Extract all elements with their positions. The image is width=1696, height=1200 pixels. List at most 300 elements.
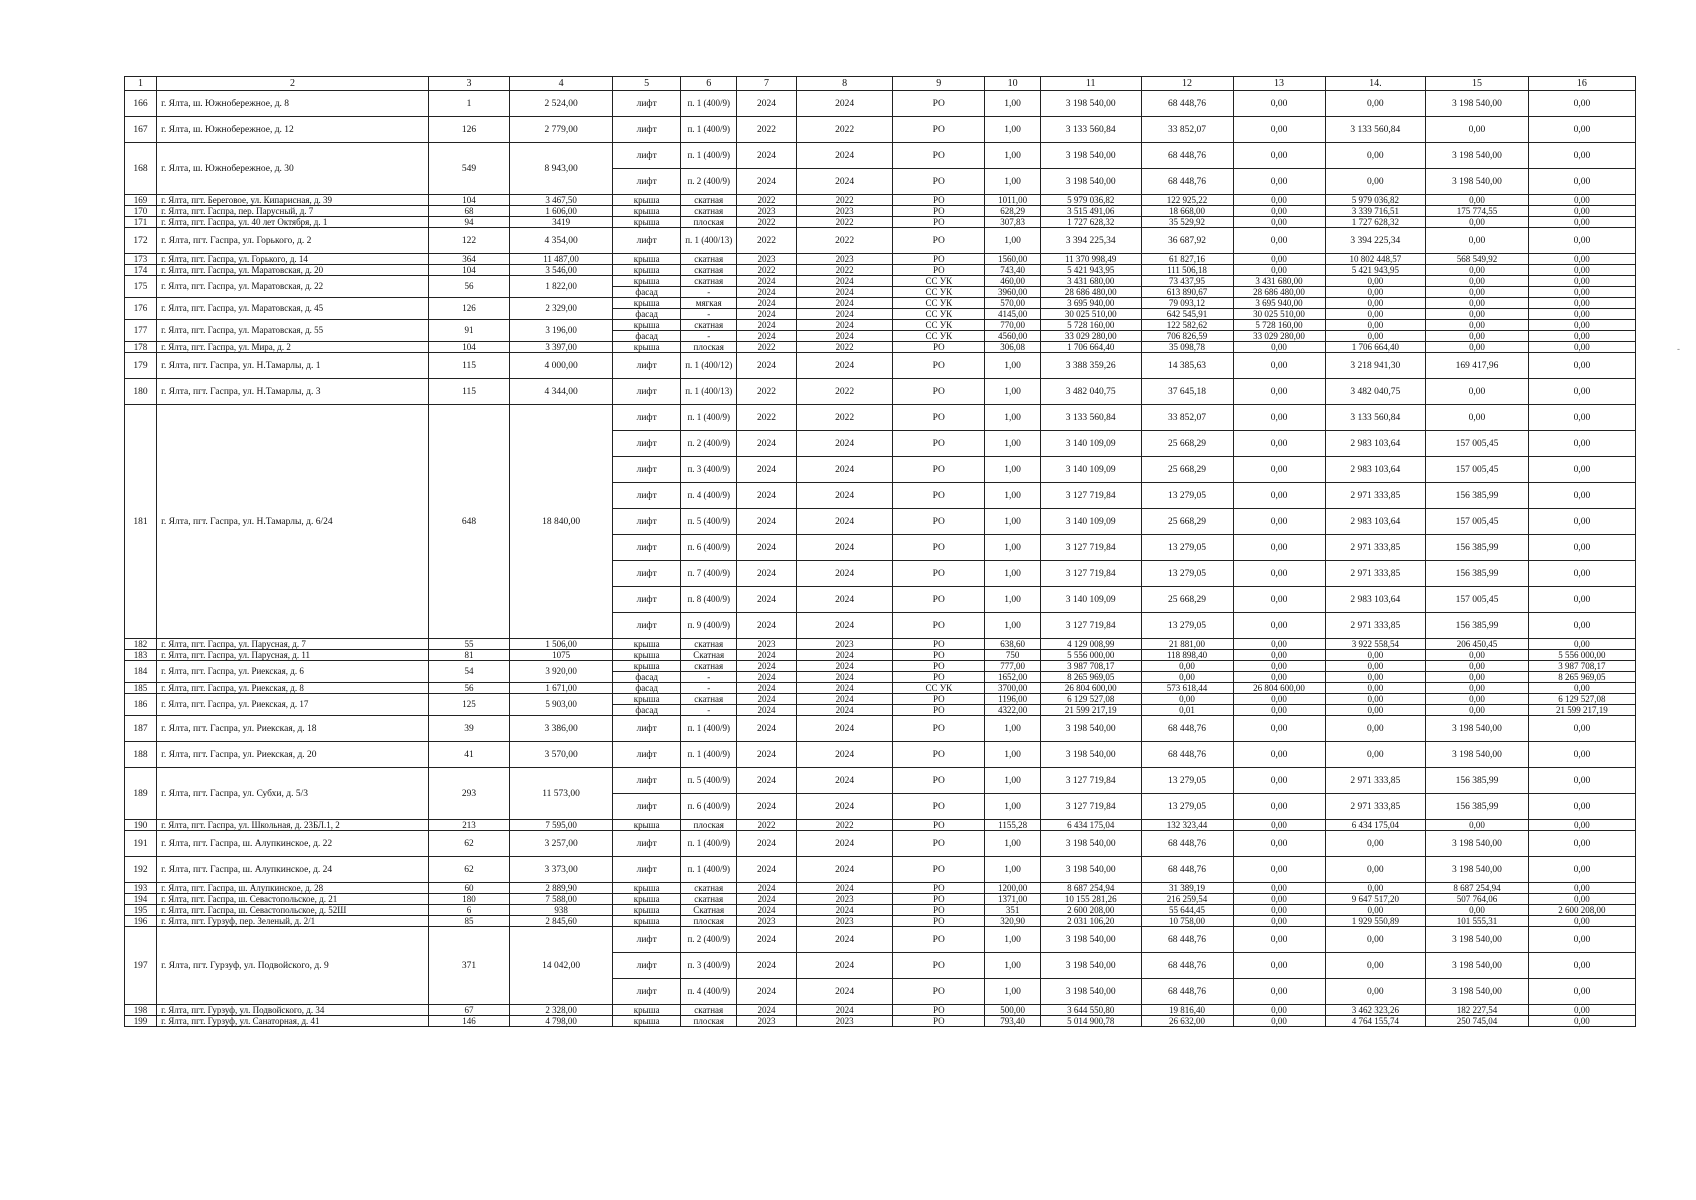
table-cell: 2024 bbox=[796, 91, 892, 117]
table-cell: 8 687 254,94 bbox=[1040, 883, 1141, 894]
table-cell: 2022 bbox=[796, 265, 892, 276]
table-cell: 777,00 bbox=[985, 661, 1041, 672]
table-cell: 125 bbox=[428, 694, 509, 716]
table-cell: 25 668,29 bbox=[1141, 457, 1233, 483]
table-cell: 25 668,29 bbox=[1141, 509, 1233, 535]
table-cell: 0,00 bbox=[1233, 979, 1325, 1005]
table-cell: лифт bbox=[612, 768, 680, 794]
table-cell: скатная bbox=[681, 320, 737, 331]
table-cell: 0,00 bbox=[1426, 331, 1529, 342]
table-cell: 0,00 bbox=[1233, 228, 1325, 254]
table-row bbox=[125, 820, 1636, 831]
table-cell: РО bbox=[893, 716, 985, 742]
table-cell: 1 bbox=[428, 91, 509, 117]
table-cell: 628,29 bbox=[985, 206, 1041, 217]
table-cell: РО bbox=[893, 613, 985, 639]
address-cell: г. Ялта, пгт. Гурзуф, ул. Подвойского, д. 9 bbox=[157, 927, 429, 1005]
table-cell: 0,00 bbox=[1528, 831, 1635, 857]
table-cell: 0,00 bbox=[1426, 320, 1529, 331]
table-cell: РО bbox=[893, 509, 985, 535]
table-cell: РО bbox=[893, 694, 985, 705]
table-cell: 1200,00 bbox=[985, 883, 1041, 894]
table-cell: РО bbox=[893, 91, 985, 117]
table-cell: 2024 bbox=[737, 705, 797, 716]
table-cell: РО bbox=[893, 535, 985, 561]
table-cell: 55 bbox=[428, 639, 509, 650]
table-cell: 175 774,55 bbox=[1426, 206, 1529, 217]
table-cell: РО bbox=[893, 206, 985, 217]
address-cell: г. Ялта, пгт. Гаспра, ул. Маратовская, д. 22 bbox=[157, 276, 429, 298]
table-cell: 2024 bbox=[796, 353, 892, 379]
table-cell: 0,00 bbox=[1233, 217, 1325, 228]
table-cell: крыша bbox=[612, 916, 680, 927]
table-cell: 170 bbox=[125, 206, 157, 217]
table-cell: 5 903,00 bbox=[510, 694, 613, 716]
address-cell: г. Ялта, пгт. Гурзуф, пер. Зеленый, д. 2/1 bbox=[157, 916, 429, 927]
table-cell: 0,00 bbox=[1426, 342, 1529, 353]
table-cell: 2024 bbox=[796, 509, 892, 535]
table-cell: - bbox=[681, 331, 737, 342]
table-cell: 0,00 bbox=[1233, 1016, 1325, 1027]
table-cell: 4145,00 bbox=[985, 309, 1041, 320]
table-cell: 3 373,00 bbox=[510, 857, 613, 883]
table-cell: РО bbox=[893, 979, 985, 1005]
table-cell: 1 929 550,89 bbox=[1325, 916, 1426, 927]
table-cell: 2024 bbox=[796, 431, 892, 457]
table-cell: п. 1 (400/9) bbox=[681, 716, 737, 742]
table-cell: 2024 bbox=[796, 287, 892, 298]
table-cell: 2024 bbox=[737, 613, 797, 639]
table-cell: 118 898,40 bbox=[1141, 650, 1233, 661]
table-cell: СС УК bbox=[893, 298, 985, 309]
table-cell: крыша bbox=[612, 894, 680, 905]
table-cell: 2024 bbox=[796, 457, 892, 483]
table-cell: 146 bbox=[428, 1016, 509, 1027]
table-row bbox=[125, 143, 1636, 169]
table-cell: 2024 bbox=[737, 650, 797, 661]
table-cell: 68 448,76 bbox=[1141, 716, 1233, 742]
table-cell: 168 bbox=[125, 143, 157, 195]
table-cell: 2024 bbox=[737, 91, 797, 117]
table-cell: скатная bbox=[681, 883, 737, 894]
table-cell: 3 198 540,00 bbox=[1426, 927, 1529, 953]
table-cell: РО bbox=[893, 639, 985, 650]
table-cell: фасад bbox=[612, 683, 680, 694]
address-cell: г. Ялта, пгт. Гаспра, ул. Субхи, д. 5/3 bbox=[157, 768, 429, 820]
table-cell: 169 417,96 bbox=[1426, 353, 1529, 379]
table-cell: 188 bbox=[125, 742, 157, 768]
table-cell: 1011,00 bbox=[985, 195, 1041, 206]
table-cell: 0,00 bbox=[1325, 287, 1426, 298]
table-cell: 2024 bbox=[737, 353, 797, 379]
table-cell: 2024 bbox=[737, 457, 797, 483]
table-cell: 0,00 bbox=[1528, 331, 1635, 342]
table-cell: 2023 bbox=[796, 1016, 892, 1027]
table-cell: 30 025 510,00 bbox=[1040, 309, 1141, 320]
table-cell: 549 bbox=[428, 143, 509, 195]
table-cell: 68 448,76 bbox=[1141, 831, 1233, 857]
table-cell: 0,00 bbox=[1426, 287, 1529, 298]
table-cell: 213 bbox=[428, 820, 509, 831]
table-cell: 184 bbox=[125, 661, 157, 683]
table-cell: 2024 bbox=[796, 276, 892, 287]
table-cell: 3 482 040,75 bbox=[1040, 379, 1141, 405]
table-cell: 0,00 bbox=[1528, 379, 1635, 405]
table-cell: 0,00 bbox=[1233, 953, 1325, 979]
table-cell: 0,00 bbox=[1233, 672, 1325, 683]
table-row bbox=[125, 353, 1636, 379]
table-cell: 0,00 bbox=[1528, 587, 1635, 613]
table-cell: 0,00 bbox=[1528, 287, 1635, 298]
table-cell: РО bbox=[893, 794, 985, 820]
address-cell: г. Ялта, пгт. Гурзуф, ул. Подвойского, д. 34 bbox=[157, 1005, 429, 1016]
table-cell: скатная bbox=[681, 661, 737, 672]
table-cell: 2024 bbox=[796, 883, 892, 894]
table-row bbox=[125, 342, 1636, 353]
table-cell: 35 098,78 bbox=[1141, 342, 1233, 353]
table-cell: 3 198 540,00 bbox=[1040, 857, 1141, 883]
table-cell: - bbox=[681, 672, 737, 683]
table-cell: 0,00 bbox=[1528, 353, 1635, 379]
table-cell: РО bbox=[893, 857, 985, 883]
table-cell: 0,00 bbox=[1528, 1016, 1635, 1027]
table-cell: 8 265 969,05 bbox=[1528, 672, 1635, 683]
table-cell: 56 bbox=[428, 683, 509, 694]
table-cell: 2024 bbox=[737, 894, 797, 905]
table-cell: 2024 bbox=[796, 613, 892, 639]
table-cell: 3 198 540,00 bbox=[1040, 169, 1141, 195]
table-row bbox=[125, 831, 1636, 857]
table-cell: 307,83 bbox=[985, 217, 1041, 228]
table-cell: 1 606,00 bbox=[510, 206, 613, 217]
table-cell: 157 005,45 bbox=[1426, 457, 1529, 483]
table-cell: 2024 bbox=[796, 979, 892, 1005]
table-cell: 1,00 bbox=[985, 457, 1041, 483]
table-cell: РО bbox=[893, 195, 985, 206]
table-cell: 460,00 bbox=[985, 276, 1041, 287]
table-cell: п. 1 (400/9) bbox=[681, 742, 737, 768]
table-cell: 126 bbox=[428, 117, 509, 143]
table-cell: крыша bbox=[612, 639, 680, 650]
table-cell: 0,00 bbox=[1426, 217, 1529, 228]
table-row bbox=[125, 320, 1636, 331]
col-header: 13 bbox=[1233, 77, 1325, 91]
table-cell: 3 462 323,26 bbox=[1325, 1005, 1426, 1016]
table-cell: 0,00 bbox=[1528, 683, 1635, 694]
table-cell: 2023 bbox=[737, 639, 797, 650]
table-cell: 0,00 bbox=[1528, 716, 1635, 742]
table-row bbox=[125, 254, 1636, 265]
table-cell: 55 644,45 bbox=[1141, 905, 1233, 916]
table-cell: 1,00 bbox=[985, 587, 1041, 613]
table-cell: 5 556 000,00 bbox=[1528, 650, 1635, 661]
table-cell: 2022 bbox=[796, 405, 892, 431]
table-cell: 68 448,76 bbox=[1141, 143, 1233, 169]
table-cell: 41 bbox=[428, 742, 509, 768]
table-cell: 21 599 217,19 bbox=[1528, 705, 1635, 716]
table-cell: 175 bbox=[125, 276, 157, 298]
table-cell: мягкая bbox=[681, 298, 737, 309]
table-cell: 0,00 bbox=[1325, 831, 1426, 857]
table-cell: 2022 bbox=[737, 820, 797, 831]
table-cell: 2024 bbox=[737, 561, 797, 587]
margin-mark: - bbox=[1677, 344, 1680, 354]
table-cell: 62 bbox=[428, 831, 509, 857]
table-cell: 1,00 bbox=[985, 794, 1041, 820]
table-cell: 56 bbox=[428, 276, 509, 298]
table-cell: 0,00 bbox=[1233, 927, 1325, 953]
table-row bbox=[125, 265, 1636, 276]
table-cell: 0,00 bbox=[1233, 883, 1325, 894]
table-cell: 166 bbox=[125, 91, 157, 117]
table-cell: 0,00 bbox=[1233, 195, 1325, 206]
table-cell: 0,00 bbox=[1426, 683, 1529, 694]
table-cell: 3 140 109,09 bbox=[1040, 457, 1141, 483]
table-cell: скатная bbox=[681, 894, 737, 905]
table-cell: 3960,00 bbox=[985, 287, 1041, 298]
table-cell: 0,00 bbox=[1325, 683, 1426, 694]
table-cell: 85 bbox=[428, 916, 509, 927]
table-cell: 0,00 bbox=[1528, 457, 1635, 483]
table-cell: РО bbox=[893, 265, 985, 276]
table-cell: 193 bbox=[125, 883, 157, 894]
table-cell: лифт bbox=[612, 509, 680, 535]
table-cell: 0,00 bbox=[1325, 143, 1426, 169]
table-cell: РО bbox=[893, 883, 985, 894]
col-header: 8 bbox=[796, 77, 892, 91]
address-cell: г. Ялта, пгт. Гаспра, ул. Н.Тамарлы, д. 3 bbox=[157, 379, 429, 405]
table-cell: 0,00 bbox=[1426, 195, 1529, 206]
col-header: 6 bbox=[681, 77, 737, 91]
table-cell: 0,00 bbox=[1528, 883, 1635, 894]
table-cell: 2023 bbox=[796, 894, 892, 905]
table-cell: РО bbox=[893, 143, 985, 169]
table-cell: 0,01 bbox=[1141, 705, 1233, 716]
table-cell: 1 706 664,40 bbox=[1040, 342, 1141, 353]
table-cell: 2024 bbox=[737, 143, 797, 169]
table-cell: 18 668,00 bbox=[1141, 206, 1233, 217]
table-cell: 706 826,59 bbox=[1141, 331, 1233, 342]
table-cell: 371 bbox=[428, 927, 509, 1005]
table-row bbox=[125, 883, 1636, 894]
table-cell: 2 983 103,64 bbox=[1325, 431, 1426, 457]
col-header: 12 bbox=[1141, 77, 1233, 91]
table-cell: скатная bbox=[681, 206, 737, 217]
table-cell: крыша bbox=[612, 195, 680, 206]
table-cell: 4 129 008,99 bbox=[1040, 639, 1141, 650]
table-cell: РО bbox=[893, 742, 985, 768]
table-cell: 3 127 719,84 bbox=[1040, 561, 1141, 587]
table-cell: 0,00 bbox=[1325, 979, 1426, 1005]
table-cell: 3 198 540,00 bbox=[1426, 143, 1529, 169]
table-cell: 2023 bbox=[737, 1016, 797, 1027]
address-cell: г. Ялта, пгт. Гаспра, ул. Парусная, д. 11 bbox=[157, 650, 429, 661]
table-cell: 68 448,76 bbox=[1141, 742, 1233, 768]
table-cell: лифт bbox=[612, 379, 680, 405]
table-cell: 122 925,22 bbox=[1141, 195, 1233, 206]
table-cell: 3 198 540,00 bbox=[1426, 742, 1529, 768]
table-cell: крыша bbox=[612, 650, 680, 661]
table-cell: 2024 bbox=[796, 587, 892, 613]
table-cell: 157 005,45 bbox=[1426, 431, 1529, 457]
table-cell: 94 bbox=[428, 217, 509, 228]
table-cell: 2024 bbox=[796, 705, 892, 716]
table-cell: 2024 bbox=[737, 483, 797, 509]
table-cell: 1,00 bbox=[985, 857, 1041, 883]
table-cell: 197 bbox=[125, 927, 157, 1005]
table-cell: 3 127 719,84 bbox=[1040, 768, 1141, 794]
table-cell: 1,00 bbox=[985, 379, 1041, 405]
table-cell: 3 695 940,00 bbox=[1040, 298, 1141, 309]
table-cell: п. 6 (400/9) bbox=[681, 794, 737, 820]
table-cell: 1,00 bbox=[985, 716, 1041, 742]
table-cell: 0,00 bbox=[1528, 143, 1635, 169]
table-cell: 3 394 225,34 bbox=[1325, 228, 1426, 254]
table-cell: 0,00 bbox=[1325, 694, 1426, 705]
table-cell: лифт bbox=[612, 979, 680, 1005]
table-cell: 0,00 bbox=[1528, 195, 1635, 206]
table-cell: 2 983 103,64 bbox=[1325, 457, 1426, 483]
table-cell: 3 140 109,09 bbox=[1040, 431, 1141, 457]
table-cell: 0,00 bbox=[1325, 169, 1426, 195]
table-cell: фасад bbox=[612, 331, 680, 342]
table-cell: крыша bbox=[612, 320, 680, 331]
table-cell: 194 bbox=[125, 894, 157, 905]
column-number-row bbox=[125, 77, 1636, 91]
table-cell: п. 2 (400/9) bbox=[681, 431, 737, 457]
table-cell: фасад bbox=[612, 309, 680, 320]
table-cell: 0,00 bbox=[1426, 672, 1529, 683]
table-cell: 0,00 bbox=[1233, 916, 1325, 927]
table-row bbox=[125, 1005, 1636, 1016]
table-cell: скатная bbox=[681, 276, 737, 287]
address-cell: г. Ялта, ш. Южнобережное, д. 30 bbox=[157, 143, 429, 195]
table-cell: 177 bbox=[125, 320, 157, 342]
table-cell: 0,00 bbox=[1528, 916, 1635, 927]
table-cell: 0,00 bbox=[1325, 91, 1426, 117]
table-cell: 11 487,00 bbox=[510, 254, 613, 265]
table-cell: п. 2 (400/9) bbox=[681, 927, 737, 953]
table-cell: 0,00 bbox=[1528, 276, 1635, 287]
table-cell: 33 852,07 bbox=[1141, 405, 1233, 431]
table-cell: 3 198 540,00 bbox=[1040, 742, 1141, 768]
table-cell: 33 029 280,00 bbox=[1233, 331, 1325, 342]
table-cell: крыша bbox=[612, 217, 680, 228]
table-cell: крыша bbox=[612, 905, 680, 916]
table-cell: 25 668,29 bbox=[1141, 431, 1233, 457]
table-cell: 13 279,05 bbox=[1141, 794, 1233, 820]
table-cell: 2022 bbox=[737, 217, 797, 228]
table-cell: 5 979 036,82 bbox=[1325, 195, 1426, 206]
table-cell: 0,00 bbox=[1528, 254, 1635, 265]
table-cell: 3 482 040,75 bbox=[1325, 379, 1426, 405]
table-cell: 0,00 bbox=[1528, 309, 1635, 320]
address-cell: г. Ялта, пгт. Гаспра, ул. Школьная, д. 23БЛ.1, 2 bbox=[157, 820, 429, 831]
table-cell: 0,00 bbox=[1426, 298, 1529, 309]
table-cell: лифт bbox=[612, 228, 680, 254]
table-cell: 0,00 bbox=[1233, 379, 1325, 405]
table-cell: 132 323,44 bbox=[1141, 820, 1233, 831]
table-cell: 0,00 bbox=[1325, 883, 1426, 894]
table-cell: 2024 bbox=[737, 309, 797, 320]
table-cell: 1560,00 bbox=[985, 254, 1041, 265]
col-header: 7 bbox=[737, 77, 797, 91]
table-cell: 2022 bbox=[796, 379, 892, 405]
table-cell: 0,00 bbox=[1233, 820, 1325, 831]
table-cell: 2024 bbox=[737, 979, 797, 1005]
table-cell: 568 549,92 bbox=[1426, 254, 1529, 265]
table-cell: 0,00 bbox=[1325, 927, 1426, 953]
table-cell: 4322,00 bbox=[985, 705, 1041, 716]
table-cell: 0,00 bbox=[1233, 91, 1325, 117]
table-cell: 0,00 bbox=[1528, 979, 1635, 1005]
table-cell: крыша bbox=[612, 342, 680, 353]
table-cell: 750 bbox=[985, 650, 1041, 661]
table-cell: 3 198 540,00 bbox=[1426, 91, 1529, 117]
table-cell: крыша bbox=[612, 694, 680, 705]
table-cell: 2022 bbox=[796, 820, 892, 831]
table-cell: п. 1 (400/13) bbox=[681, 228, 737, 254]
table-cell: 2024 bbox=[737, 768, 797, 794]
table-row bbox=[125, 661, 1636, 672]
table-cell: 2024 bbox=[737, 298, 797, 309]
table-cell: 0,00 bbox=[1325, 672, 1426, 683]
table-cell: п. 1 (400/9) bbox=[681, 91, 737, 117]
table-cell: 8 265 969,05 bbox=[1040, 672, 1141, 683]
table-cell: 3 198 540,00 bbox=[1040, 716, 1141, 742]
table-cell: 4 000,00 bbox=[510, 353, 613, 379]
table-cell: 1,00 bbox=[985, 228, 1041, 254]
table-cell: 187 bbox=[125, 716, 157, 742]
address-cell: г. Ялта, пгт. Гаспра, ул. Парусная, д. 7 bbox=[157, 639, 429, 650]
table-cell: 0,00 bbox=[1426, 228, 1529, 254]
table-row bbox=[125, 117, 1636, 143]
table-cell: 4 354,00 bbox=[510, 228, 613, 254]
document-page bbox=[124, 76, 1636, 1027]
table-cell: 198 bbox=[125, 1005, 157, 1016]
table-cell: 0,00 bbox=[1528, 613, 1635, 639]
table-cell: 3 431 680,00 bbox=[1040, 276, 1141, 287]
table-cell: 2024 bbox=[737, 509, 797, 535]
table-cell: 2024 bbox=[737, 831, 797, 857]
table-cell: 28 686 480,00 bbox=[1233, 287, 1325, 298]
table-cell: 185 bbox=[125, 683, 157, 694]
table-cell: 0,00 bbox=[1233, 639, 1325, 650]
table-cell: 0,00 bbox=[1528, 894, 1635, 905]
table-cell: 33 852,07 bbox=[1141, 117, 1233, 143]
col-header: 9 bbox=[893, 77, 985, 91]
table-cell: 0,00 bbox=[1325, 953, 1426, 979]
address-cell: г. Ялта, пгт. Береговое, ул. Кипарисная, д. 39 bbox=[157, 195, 429, 206]
table-cell: 2024 bbox=[737, 1005, 797, 1016]
table-cell: 1,00 bbox=[985, 405, 1041, 431]
table-row bbox=[125, 298, 1636, 309]
table-cell: 2 983 103,64 bbox=[1325, 587, 1426, 613]
table-cell: 1,00 bbox=[985, 117, 1041, 143]
table-cell: п. 3 (400/9) bbox=[681, 953, 737, 979]
table-cell: 2 600 208,00 bbox=[1040, 905, 1141, 916]
table-cell: 0,00 bbox=[1233, 169, 1325, 195]
table-cell: 195 bbox=[125, 905, 157, 916]
table-cell: РО bbox=[893, 217, 985, 228]
table-cell: 157 005,45 bbox=[1426, 587, 1529, 613]
table-cell: РО bbox=[893, 953, 985, 979]
table-cell: 25 668,29 bbox=[1141, 587, 1233, 613]
table-cell: 2024 bbox=[737, 672, 797, 683]
table-cell: 191 bbox=[125, 831, 157, 857]
table-cell: 169 bbox=[125, 195, 157, 206]
table-cell: 189 bbox=[125, 768, 157, 820]
